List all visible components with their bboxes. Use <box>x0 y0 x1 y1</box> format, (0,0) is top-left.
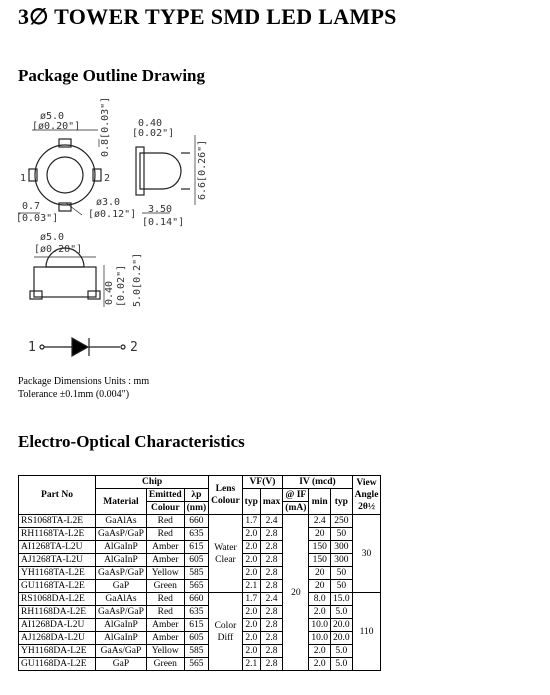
header-lambda: λp <box>184 489 209 502</box>
table-cell-imin: 150 <box>309 541 331 554</box>
table-cell-view-angle: 30 <box>352 515 381 593</box>
table-cell-vt: 2.1 <box>242 658 260 671</box>
front-body <box>34 267 96 297</box>
diode-triangle <box>72 338 88 356</box>
table-cell-ityp: 5.0 <box>331 658 353 671</box>
table-cell-col: Yellow <box>146 645 184 658</box>
table-row <box>19 515 381 528</box>
table-cell-lens: Water Clear <box>209 515 243 593</box>
pin-label: 1 <box>20 173 27 184</box>
table-cell-col: Green <box>146 658 184 671</box>
table-cell-lp: 585 <box>184 645 209 658</box>
table-cell-part: AI1268TA-L2U <box>19 541 96 554</box>
header-colour: Colour <box>146 502 184 515</box>
table-cell-ityp: 20.0 <box>331 632 353 645</box>
table-cell-vt: 2.0 <box>242 632 260 645</box>
dim-label: 6.6[0.26"] <box>197 139 208 200</box>
table-cell-part: RH1168TA-L2E <box>19 528 96 541</box>
pin-label: 1 <box>28 340 36 355</box>
dim-label: [ø0.12"] <box>88 209 137 220</box>
table-cell-imin: 150 <box>309 554 331 567</box>
table-cell-part: RH1168DA-L2E <box>19 606 96 619</box>
table-cell-mat: GaP <box>96 580 147 593</box>
table-row <box>19 593 381 606</box>
table-cell-mat: GaAs/GaP <box>96 645 147 658</box>
dome-outline <box>140 153 181 189</box>
table-cell-imin: 10.0 <box>309 632 331 645</box>
dim-label: [ø0.20"] <box>32 121 81 132</box>
table-cell-vm: 2.8 <box>260 580 282 593</box>
table-cell-part: AI1268DA-L2U <box>19 619 96 632</box>
table-cell-col: Amber <box>146 632 184 645</box>
table-row <box>19 645 381 658</box>
table-cell-vt: 1.7 <box>242 593 260 606</box>
table-cell-part: RS1068DA-L2E <box>19 593 96 606</box>
dim-label: [0.02"] <box>116 264 127 307</box>
table-cell-ityp: 50 <box>331 528 353 541</box>
table-cell-mat: AlGaInP <box>96 541 147 554</box>
table-cell-part: AJ1268TA-L2U <box>19 554 96 567</box>
dim-label: 0.40 <box>138 118 163 129</box>
table-cell-ityp: 20.0 <box>331 619 353 632</box>
table-cell-ityp: 5.0 <box>331 645 353 658</box>
table-cell-col: Amber <box>146 554 184 567</box>
table-body <box>19 515 381 671</box>
dim-line <box>66 203 82 215</box>
table-cell-vt: 2.1 <box>242 580 260 593</box>
table-cell-vm: 2.8 <box>260 554 282 567</box>
table-cell-vm: 2.4 <box>260 515 282 528</box>
page-title: 3∅ TOWER TYPE SMD LED LAMPS <box>18 4 397 29</box>
table-cell-vt: 2.0 <box>242 606 260 619</box>
dim-label: 0.7 <box>22 201 41 212</box>
table-cell-imin: 20 <box>309 567 331 580</box>
table-cell-vm: 2.8 <box>260 645 282 658</box>
dim-label: [0.14"] <box>142 217 185 228</box>
table-cell-mat: AlGaInP <box>96 554 147 567</box>
table-cell-vt: 2.0 <box>242 528 260 541</box>
table-cell-mat: GaAlAs <box>96 593 147 606</box>
table-cell-mat: GaAsP/GaP <box>96 567 147 580</box>
electro-optical-table <box>18 475 381 671</box>
table-cell-lp: 565 <box>184 658 209 671</box>
table-cell-ityp: 50 <box>331 580 353 593</box>
header-emitted: Emitted <box>146 489 184 502</box>
table-cell-imin: 2.0 <box>309 606 331 619</box>
diode-symbol <box>40 338 125 356</box>
table-cell-part: YH1168TA-L2E <box>19 567 96 580</box>
table-cell-vm: 2.8 <box>260 606 282 619</box>
side-view <box>136 135 195 213</box>
table-cell-lp: 635 <box>184 606 209 619</box>
table-cell-ityp: 300 <box>331 554 353 567</box>
table-cell-vm: 2.8 <box>260 632 282 645</box>
table-cell-lp: 585 <box>184 567 209 580</box>
pin-2-terminal <box>121 345 125 349</box>
dim-label: [0.02"] <box>132 128 175 139</box>
table-cell-vt: 2.0 <box>242 554 260 567</box>
table-cell-mat: GaAsP/GaP <box>96 528 147 541</box>
table-cell-vm: 2.8 <box>260 658 282 671</box>
front-foot-right <box>88 291 100 299</box>
table-cell-col: Red <box>146 515 184 528</box>
table-cell-col: Green <box>146 580 184 593</box>
lens-outer-circle <box>35 145 95 205</box>
table-cell-vm: 2.8 <box>260 528 282 541</box>
package-outline-drawing <box>0 95 550 370</box>
table-cell-part: GU1168TA-L2E <box>19 580 96 593</box>
table-cell-col: Yellow <box>146 567 184 580</box>
table-cell-lp: 565 <box>184 580 209 593</box>
table-cell-lp: 635 <box>184 528 209 541</box>
dim-label: 0.40 <box>104 280 115 305</box>
dim-label: 5.0[0.2"] <box>132 252 143 307</box>
table-cell-imin: 20 <box>309 528 331 541</box>
table-cell-mat: AlGaInP <box>96 632 147 645</box>
table-cell-mat: GaP <box>96 658 147 671</box>
table-cell-vt: 1.7 <box>242 515 260 528</box>
table-cell-vt: 2.0 <box>242 619 260 632</box>
header-iv-min: min <box>309 489 331 515</box>
header-vf: VF(V) <box>242 476 283 489</box>
table-cell-imin: 2.0 <box>309 658 331 671</box>
table-row <box>19 580 381 593</box>
table-cell-vm: 2.8 <box>260 619 282 632</box>
header-iv-typ: typ <box>331 489 353 515</box>
table-cell-ityp: 50 <box>331 567 353 580</box>
header-view-angle: View Angle 2θ½ <box>352 476 381 515</box>
table-cell-ityp: 15.0 <box>331 593 353 606</box>
dim-label: ø5.0 <box>40 232 65 243</box>
table-cell-part: GU1168DA-L2E <box>19 658 96 671</box>
table-cell-lp: 605 <box>184 632 209 645</box>
dimension-units-note: Package Dimensions Units : mm <box>18 376 150 387</box>
header-material: Material <box>96 489 147 515</box>
table-cell-mat: GaAlAs <box>96 515 147 528</box>
front-view <box>30 248 104 307</box>
header-vf-max: max <box>260 489 282 515</box>
table-cell-mat: GaAsP/GaP <box>96 606 147 619</box>
table-row <box>19 554 381 567</box>
table-cell-vm: 2.4 <box>260 593 282 606</box>
table-cell-vt: 2.0 <box>242 567 260 580</box>
table-cell-ityp: 300 <box>331 541 353 554</box>
pin-label: 2 <box>130 340 138 355</box>
table-cell-vt: 2.0 <box>242 541 260 554</box>
table-cell-vm: 2.8 <box>260 567 282 580</box>
front-foot-left <box>30 291 42 299</box>
table-row <box>19 632 381 645</box>
table-row <box>19 619 381 632</box>
table-cell-imin: 8.0 <box>309 593 331 606</box>
table-cell-part: YH1168DA-L2E <box>19 645 96 658</box>
table-cell-view-angle: 110 <box>352 593 381 671</box>
dim-label: ø3.0 <box>96 197 121 208</box>
table-cell-col: Red <box>146 528 184 541</box>
header-chip: Chip <box>96 476 209 489</box>
table-cell-lens: Color Diff <box>209 593 243 671</box>
table-cell-ityp: 250 <box>331 515 353 528</box>
table-cell-mat: AlGaInP <box>96 619 147 632</box>
table-cell-imin: 10.0 <box>309 619 331 632</box>
pin-label: 2 <box>104 173 111 184</box>
section-heading-outline: Package Outline Drawing <box>18 66 205 85</box>
dim-label: ø5.0 <box>40 111 65 122</box>
pin-1-terminal <box>40 345 44 349</box>
table-cell-col: Red <box>146 606 184 619</box>
table-row <box>19 567 381 580</box>
table-cell-lp: 615 <box>184 619 209 632</box>
table-cell-ityp: 5.0 <box>331 606 353 619</box>
tolerance-note: Tolerance ±0.1mm (0.004") <box>18 389 130 400</box>
header-ma: (mA) <box>283 502 309 515</box>
table-cell-imin: 2.4 <box>309 515 331 528</box>
lens-inner-circle <box>47 157 83 193</box>
dim-label: 3.50 <box>148 204 173 215</box>
table-cell-vm: 2.8 <box>260 541 282 554</box>
table-cell-part: AJ1268DA-L2U <box>19 632 96 645</box>
table-row <box>19 541 381 554</box>
table-cell-col: Amber <box>146 619 184 632</box>
table-cell-lp: 615 <box>184 541 209 554</box>
header-iv: IV (mcd) <box>283 476 352 489</box>
header-if: @ IF <box>283 489 309 502</box>
table-row <box>19 528 381 541</box>
table-cell-imin: 20 <box>309 580 331 593</box>
table-cell-lp: 660 <box>184 593 209 606</box>
table-row <box>19 606 381 619</box>
table-cell-lp: 660 <box>184 515 209 528</box>
table-cell-if: 20 <box>283 515 309 671</box>
table-cell-col: Red <box>146 593 184 606</box>
table-cell-vt: 2.0 <box>242 645 260 658</box>
header-vf-typ: typ <box>242 489 260 515</box>
section-heading-electro-optical: Electro-Optical Characteristics <box>18 432 245 451</box>
header-lens: Lens Colour <box>209 476 243 515</box>
table-cell-part: RS1068TA-L2E <box>19 515 96 528</box>
table-row <box>19 658 381 671</box>
table-cell-col: Amber <box>146 541 184 554</box>
dim-label: [ø0.20"] <box>34 244 83 255</box>
table-cell-lp: 605 <box>184 554 209 567</box>
dim-label: [0.03"] <box>16 213 59 224</box>
header-part-no: Part No <box>19 476 96 515</box>
header-nm: (nm) <box>184 502 209 515</box>
table-cell-imin: 2.0 <box>309 645 331 658</box>
dim-label: 0.8[0.03"] <box>100 96 111 157</box>
